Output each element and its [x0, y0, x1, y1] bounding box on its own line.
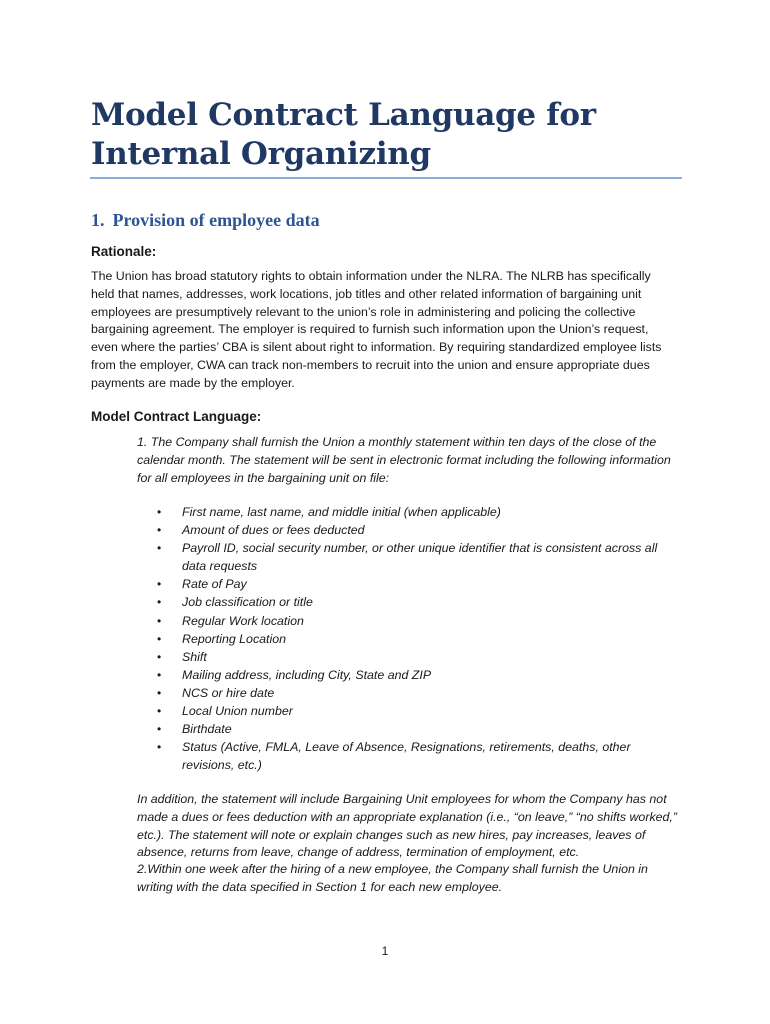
list-item-text: Amount of dues or fees deducted — [182, 523, 365, 538]
list-item-text: Reporting Location — [182, 631, 287, 646]
title-divider — [90, 177, 682, 179]
list-item-text: Regular Work location — [182, 613, 304, 628]
section-heading — [91, 210, 320, 231]
list-item-text: NCS or hire date — [182, 685, 275, 700]
list-item — [137, 612, 677, 630]
list-item — [137, 666, 677, 684]
list-item — [137, 521, 677, 539]
bullet-icon: • — [157, 577, 162, 592]
list-item — [137, 593, 677, 611]
list-item — [137, 702, 677, 720]
list-item-text: Status (Active, FMLA, Leave of Absence, Resignations, retirements, deaths, other revisions, etc.) — [182, 740, 631, 773]
bullet-icon: • — [157, 505, 162, 519]
list-item — [137, 630, 677, 648]
list-item-text: Mailing address, including City, State and ZIP — [182, 667, 432, 682]
data-fields-list — [137, 503, 677, 774]
list-item-text: Rate of Pay — [182, 577, 247, 592]
list-item — [137, 503, 677, 521]
page-number: 1 — [381, 944, 389, 958]
list-item — [137, 684, 677, 702]
rationale-text: The Union has broad statutory rights to obtain information under the NLRA. The NLRB has specifically held that names, addresses, work locations, job titles and other related information of bargaining unit employees are presumptively relevant to the union’s role in administering and policing the collective bargaining agreement. The employer is required to furnish such information upon the Union’s request, even where the parties’ CBA is silent about right to information. By requiring standardized employee lists from the employer, CWA can track non-members to recruit into the union and ensure appropriate dues payments are made by the employer. — [91, 269, 662, 390]
list-item-text: Local Union number — [182, 704, 293, 719]
list-item — [137, 720, 677, 738]
bullet-icon: • — [157, 740, 162, 755]
bullet-icon: • — [157, 722, 162, 737]
list-item-text: First name, last name, and middle initial (when applicable) — [182, 505, 501, 519]
section-title: Provision of employee data — [112, 210, 320, 230]
bullet-icon: • — [157, 523, 162, 538]
list-item-text: Payroll ID, social security number, or other unique identifier that is consistent across all data requests — [182, 541, 658, 574]
section-number: 1. — [91, 210, 105, 230]
bullet-icon: • — [157, 541, 162, 556]
clause-one-intro: 1. The Company shall furnish the Union a monthly statement within ten days of the close of the calendar month. The statement will be sent in electronic format including the following information for all employees in the bargaining unit on file: — [137, 435, 671, 485]
clause-one-addition: In addition, the statement will include Bargaining Unit employees for whom the Company has not made a dues or fees deduction with an appropriate explanation (i.e., “on leave,” “no shifts worked,” etc.). The statement will note or explain changes such as new hires, pay increases, leaves of absence, returns from leave, change of address, termination of employment, etc. — [137, 792, 677, 860]
list-item — [137, 575, 677, 593]
bullet-icon: • — [157, 704, 162, 719]
bullet-icon: • — [157, 631, 162, 646]
bullet-icon: • — [157, 613, 162, 628]
list-item — [137, 539, 677, 575]
rationale-label: Rationale: — [91, 244, 157, 259]
bullet-icon: • — [157, 667, 162, 682]
list-item-text: Job classification or title — [182, 595, 313, 610]
clause-two: 2.Within one week after the hiring of a new employee, the Company shall furnish the Union in writing with the data specified in Section 1 for each new employee. — [137, 862, 648, 894]
model-language-label: Model Contract Language: — [91, 409, 262, 424]
list-item-text: Birthdate — [182, 722, 232, 737]
list-item — [137, 738, 677, 774]
list-item — [137, 648, 677, 666]
document-title: Model Contract Language for Internal Organizing — [91, 97, 596, 172]
bullet-icon: • — [157, 685, 162, 700]
list-item-text: Shift — [182, 649, 207, 664]
bullet-icon: • — [157, 649, 162, 664]
bullet-icon: • — [157, 595, 162, 610]
